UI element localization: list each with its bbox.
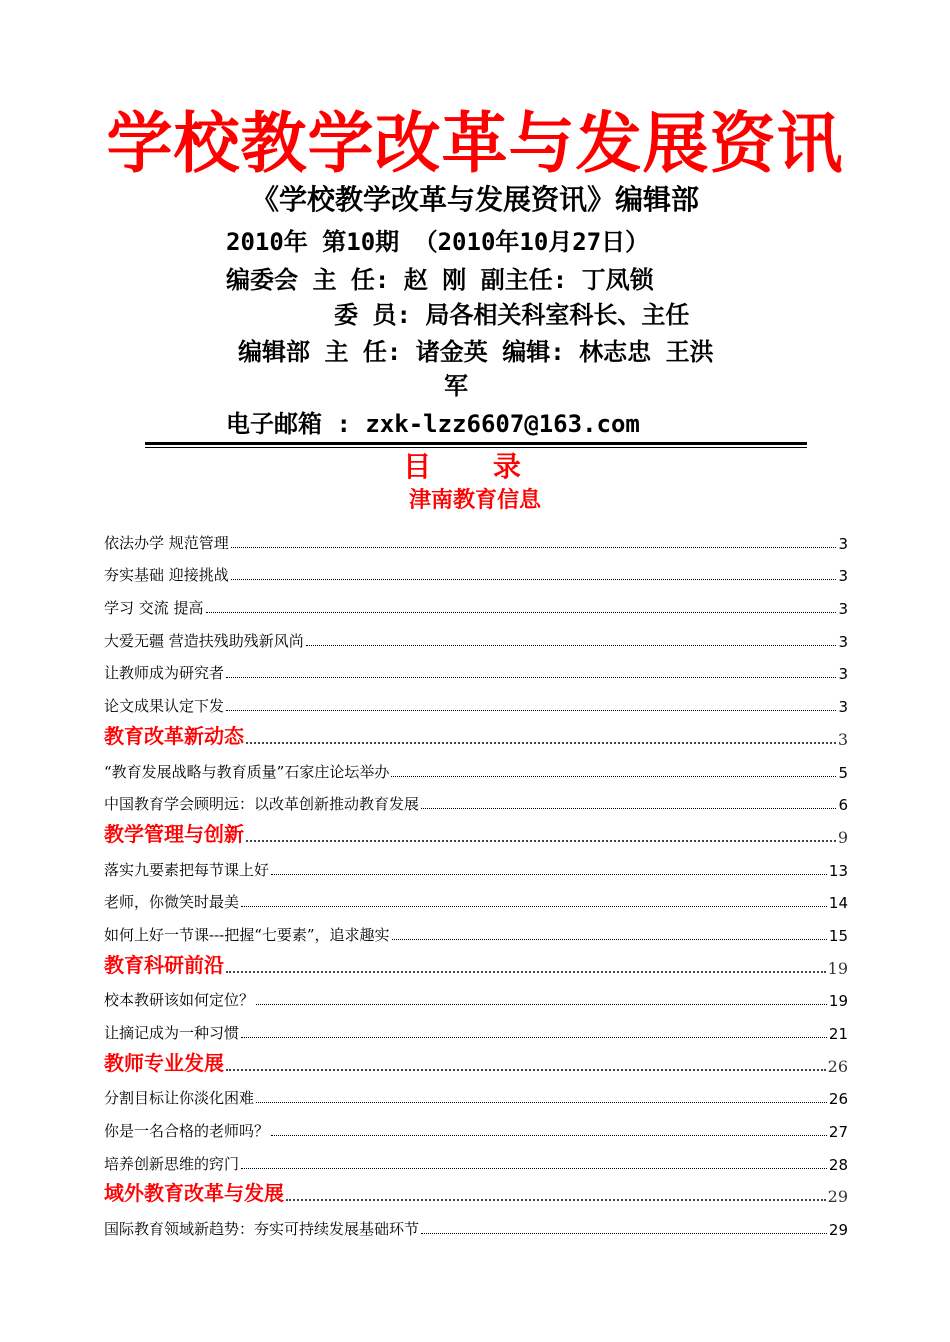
toc-leader-dots bbox=[226, 1069, 826, 1071]
toc-leader-dots bbox=[206, 612, 837, 613]
toc-page-number: 3 bbox=[838, 567, 848, 586]
toc-entry-row[interactable] bbox=[104, 585, 848, 618]
toc-leader-dots bbox=[421, 1233, 827, 1234]
toc-entry-row[interactable] bbox=[104, 1076, 848, 1109]
toc-entry-label: 依法办学 规范管理 bbox=[104, 533, 229, 552]
toc-leader-dots bbox=[421, 808, 836, 809]
toc-leader-dots bbox=[286, 1199, 826, 1201]
toc-entry-label: 大爱无疆 营造扶残助残新风尚 bbox=[104, 631, 304, 650]
toc-leader-dots bbox=[241, 1168, 827, 1169]
toc-leader-dots bbox=[226, 677, 836, 678]
toc-leader-dots bbox=[226, 710, 836, 711]
toc-page-number: 29 bbox=[828, 1221, 848, 1240]
toc-section-row[interactable] bbox=[104, 1043, 848, 1076]
toc-section-row[interactable] bbox=[104, 716, 848, 749]
toc-section-row[interactable] bbox=[104, 814, 848, 847]
newsletter-title: 学校教学改革与发展资讯 bbox=[106, 105, 844, 182]
toc-entry-label: 老师，你微笑时最美 bbox=[104, 893, 240, 912]
toc-entry-label: 培养创新思维的窍门 bbox=[104, 1154, 240, 1173]
toc-page-number: 27 bbox=[828, 1123, 848, 1142]
toc-entry-row[interactable] bbox=[104, 782, 848, 815]
toc-page-number: 5 bbox=[838, 763, 848, 782]
toc-leader-dots bbox=[226, 971, 826, 973]
toc-entry-label: 分割目标让你淡化困难 bbox=[104, 1089, 255, 1108]
toc-entry-row[interactable] bbox=[104, 520, 848, 553]
toc-section-label: 教育科研前沿 bbox=[104, 952, 224, 977]
toc-leader-dots bbox=[271, 874, 827, 875]
table-of-contents bbox=[104, 520, 848, 1239]
toc-page-number: 19 bbox=[827, 958, 848, 978]
toc-leader-dots bbox=[246, 742, 836, 744]
toc-leader-dots bbox=[241, 906, 827, 907]
toc-entry-row[interactable] bbox=[104, 683, 848, 716]
toc-page-number: 29 bbox=[827, 1187, 848, 1207]
toc-section-label: 教育改革新动态 bbox=[104, 723, 244, 748]
editorial-line-2: 军 bbox=[444, 372, 468, 400]
editorial-line-1: 编辑部 主 任: 诸金英 编辑: 林志忠 王洪 bbox=[238, 338, 714, 366]
board-line-2: 委 员: 局各相关科室科长、主任 bbox=[334, 301, 690, 329]
toc-leader-dots bbox=[246, 840, 836, 842]
toc-entry-row[interactable] bbox=[104, 978, 848, 1011]
toc-page-number: 3 bbox=[837, 729, 848, 749]
toc-entry-label: 校本教研该如何定位？ bbox=[104, 991, 255, 1010]
toc-entry-label: 学习 交流 提高 bbox=[104, 599, 204, 618]
toc-page-number: 6 bbox=[838, 796, 848, 815]
toc-leader-dots bbox=[391, 776, 836, 777]
toc-entry-label: 落实九要素把每节课上好 bbox=[104, 860, 270, 879]
toc-page-number: 21 bbox=[828, 1025, 848, 1043]
toc-entry-row[interactable] bbox=[104, 1206, 848, 1239]
toc-page-number: 9 bbox=[837, 827, 848, 847]
toc-entry-row[interactable] bbox=[104, 1010, 848, 1043]
toc-leader-dots bbox=[271, 1135, 827, 1136]
toc-entry-row[interactable] bbox=[104, 847, 848, 880]
toc-page-number: 3 bbox=[838, 665, 848, 684]
toc-section-row[interactable] bbox=[104, 1174, 848, 1207]
toc-leader-dots bbox=[392, 939, 827, 940]
toc-entry-label: 让摘记成为一种习惯 bbox=[104, 1024, 240, 1042]
toc-page-number: 3 bbox=[838, 698, 848, 717]
toc-entry-row[interactable] bbox=[104, 880, 848, 913]
toc-entry-label: 国际教育领域新趋势：夯实可持续发展基础环节 bbox=[104, 1220, 420, 1239]
toc-leader-dots bbox=[256, 1102, 827, 1103]
toc-entry-label: 如何上好一节课---把握“七要素”，追求趣实 bbox=[104, 925, 390, 944]
toc-page-number: 3 bbox=[838, 534, 848, 553]
board-line-1: 编委会 主 任: 赵 刚 副主任: 丁凤锁 bbox=[226, 266, 654, 294]
toc-entry-row[interactable] bbox=[104, 553, 848, 586]
toc-leader-dots bbox=[306, 645, 837, 646]
toc-entry-label: 让教师成为研究者 bbox=[104, 664, 225, 683]
header-divider-thin bbox=[145, 447, 807, 448]
toc-entry-label: “教育发展战略与教育质量”石家庄论坛举办 bbox=[104, 762, 390, 781]
toc-leader-dots bbox=[256, 1004, 827, 1005]
toc-entry-label: 论文成果认定下发 bbox=[104, 697, 225, 716]
toc-first-section: 津南教育信息 bbox=[408, 488, 541, 513]
toc-page-number: 14 bbox=[828, 894, 848, 913]
toc-entry-row[interactable] bbox=[104, 1108, 848, 1141]
toc-leader-dots bbox=[231, 547, 837, 548]
issue-line: 2010年 第10期 （2010年10月27日） bbox=[226, 228, 650, 256]
toc-entry-label: 夯实基础 迎接挑战 bbox=[104, 566, 229, 585]
toc-page-number: 28 bbox=[828, 1155, 848, 1174]
toc-entry-row[interactable] bbox=[104, 749, 848, 782]
toc-page-number: 15 bbox=[828, 926, 848, 945]
toc-entry-row[interactable] bbox=[104, 912, 848, 945]
toc-section-label: 教师专业发展 bbox=[104, 1050, 224, 1075]
email-line: 电子邮箱 : zxk-lzz6607@163.com bbox=[226, 410, 640, 438]
header-divider-thick bbox=[145, 442, 807, 445]
toc-entry-label: 中国教育学会顾明远：以改革创新推动教育发展 bbox=[104, 795, 420, 814]
toc-page-number: 3 bbox=[838, 632, 848, 651]
toc-leader-dots bbox=[231, 579, 837, 580]
toc-section-label: 域外教育改革与发展 bbox=[104, 1181, 284, 1206]
toc-entry-row[interactable] bbox=[104, 651, 848, 684]
editorial-subtitle: 《学校教学改革与发展资讯》编辑部 bbox=[250, 183, 699, 216]
toc-page-number: 19 bbox=[828, 992, 848, 1011]
toc-page-number: 3 bbox=[838, 600, 848, 619]
toc-entry-row[interactable] bbox=[104, 1141, 848, 1174]
toc-page-number: 26 bbox=[828, 1090, 848, 1109]
toc-page-number: 26 bbox=[827, 1056, 848, 1076]
toc-entry-row[interactable] bbox=[104, 618, 848, 651]
toc-title: 目 录 bbox=[403, 450, 547, 483]
toc-page-number: 13 bbox=[828, 861, 848, 880]
toc-leader-dots bbox=[241, 1037, 827, 1038]
toc-entry-label: 你是一名合格的老师吗？ bbox=[104, 1122, 270, 1141]
toc-section-label: 教学管理与创新 bbox=[104, 821, 244, 846]
toc-section-row[interactable] bbox=[104, 945, 848, 978]
